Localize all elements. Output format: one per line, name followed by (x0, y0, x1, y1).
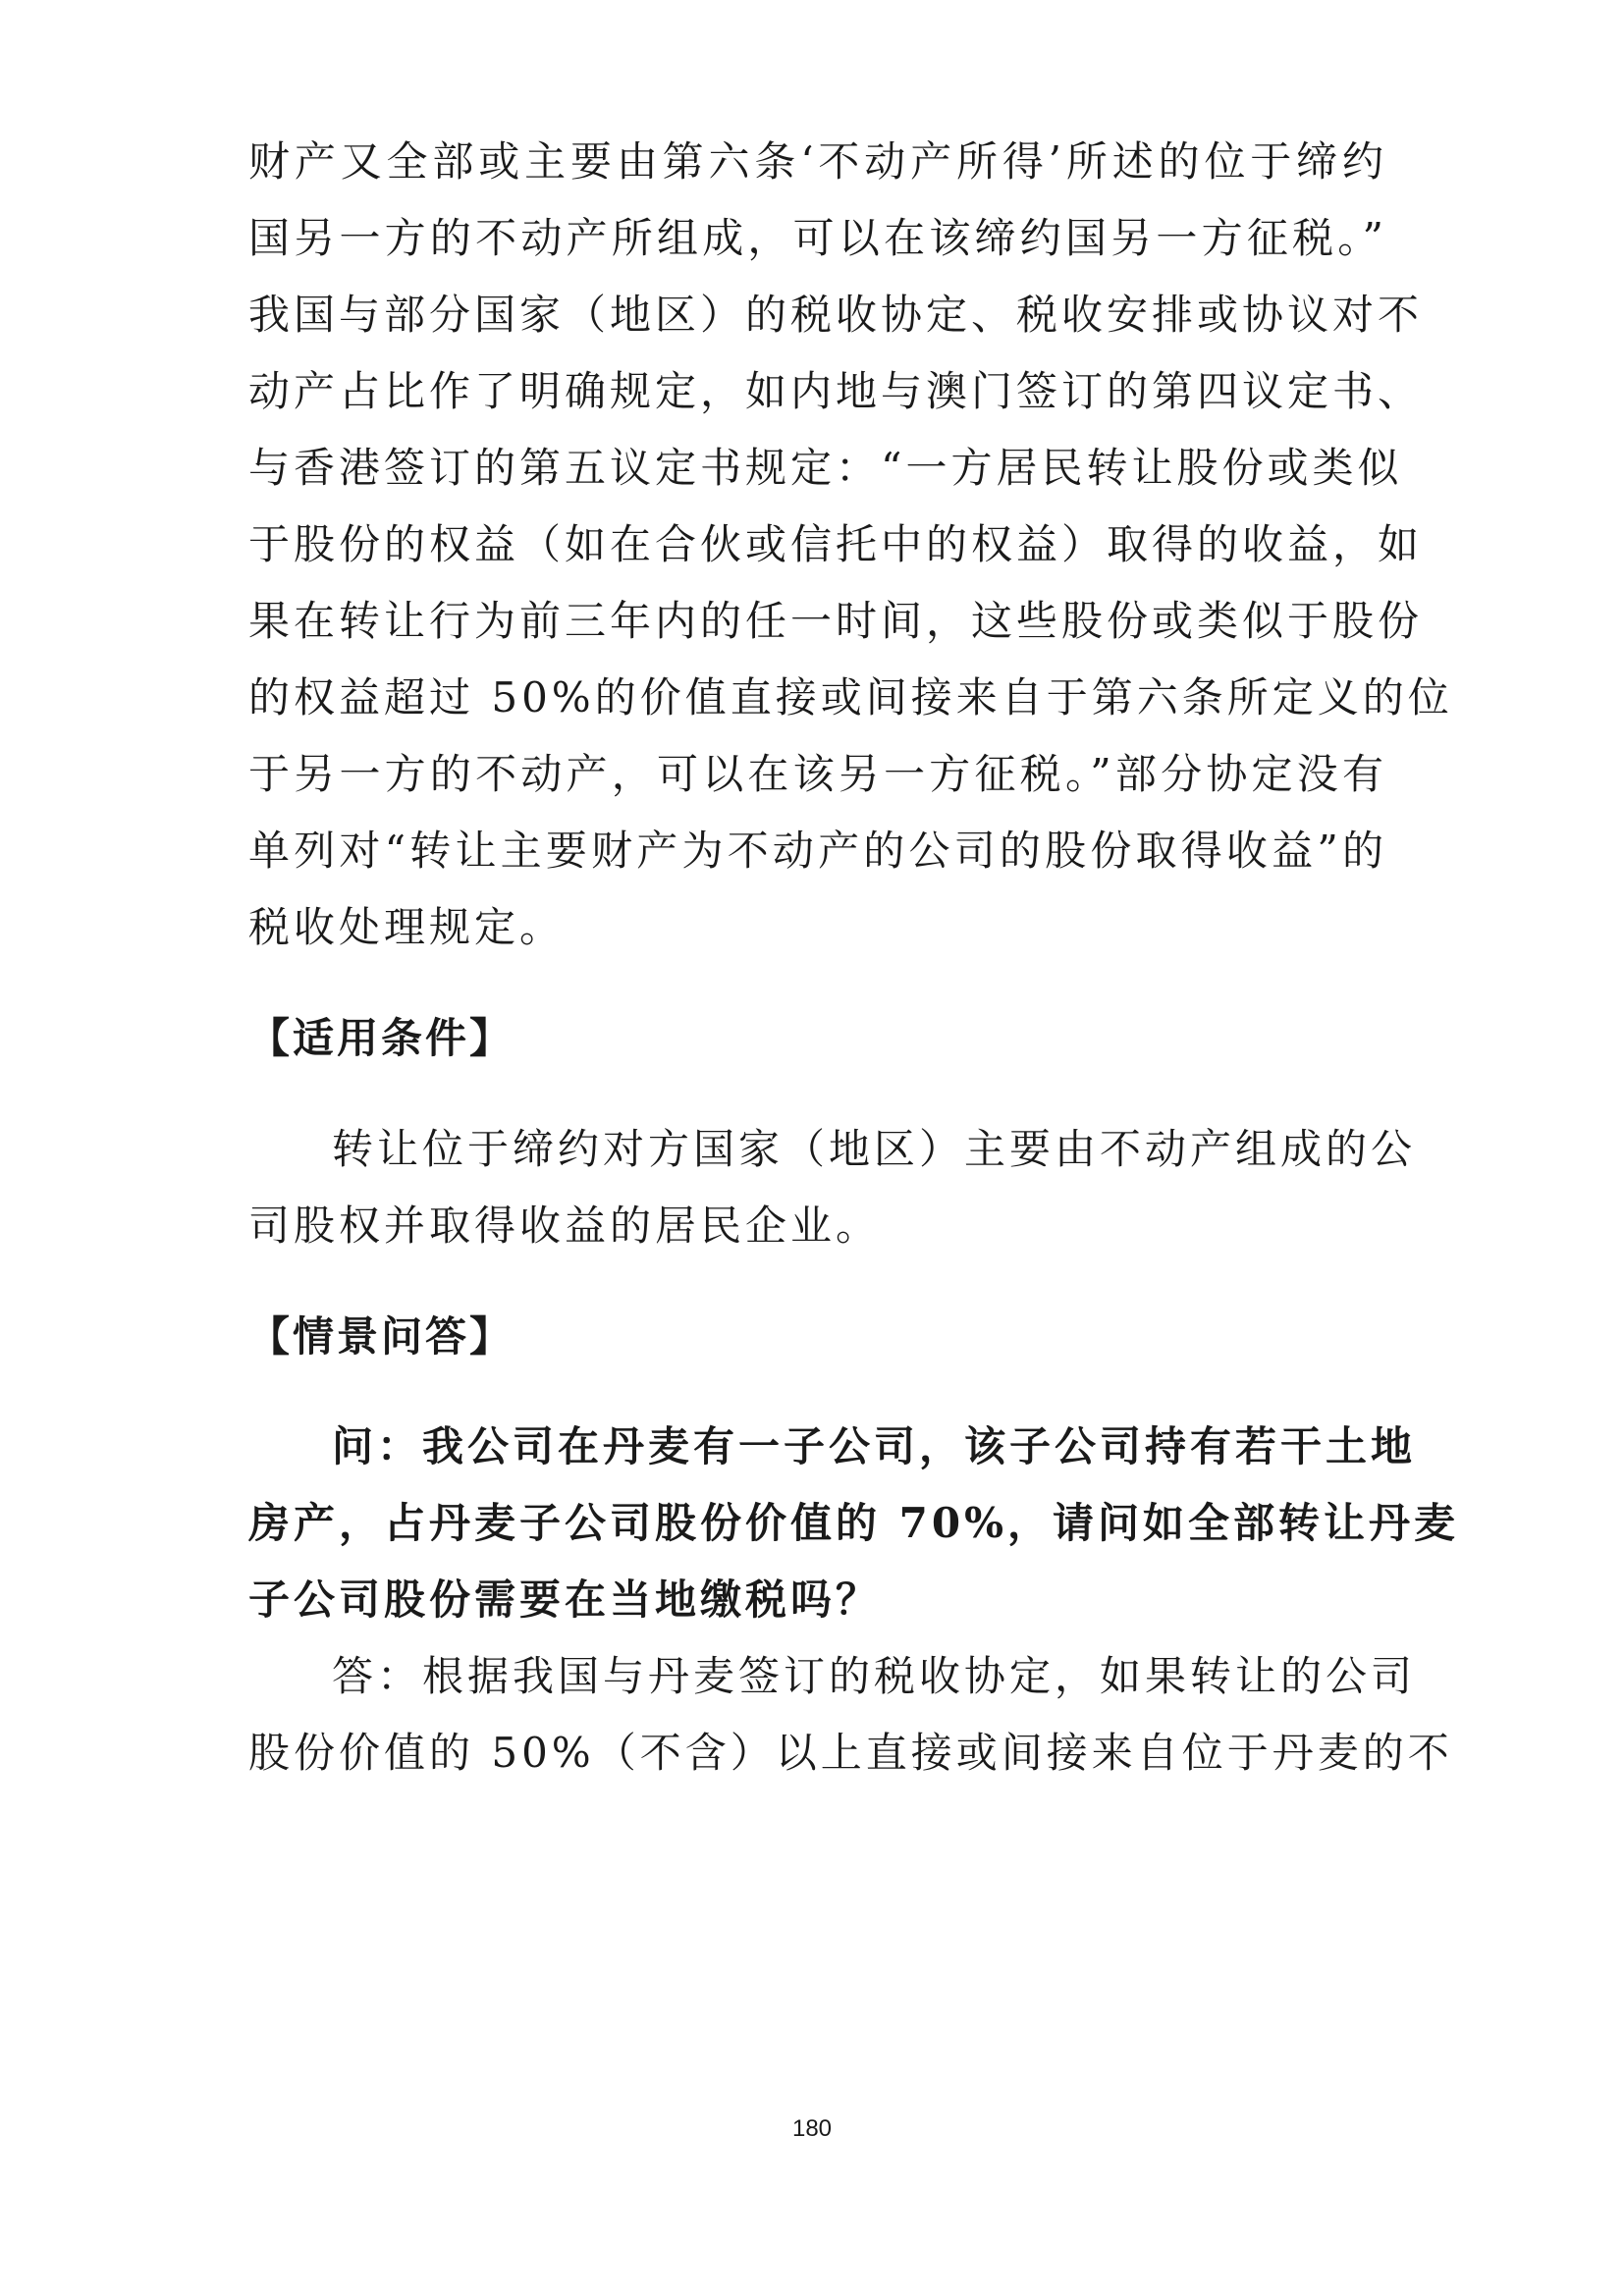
answer-text-line: 答：根据我国与丹麦签订的税收协定，如果转让的公司 (332, 1652, 1417, 1700)
question-text-line: 子公司股份需要在当地缴税吗？ (248, 1575, 882, 1624)
body-text-line: 财产又全部或主要由第六条‘不动产所得’所述的位于缔约 (248, 137, 1387, 186)
body-text-line: 司股权并取得收益的居民企业。 (248, 1201, 882, 1250)
body-text-line: 国另一方的不动产所组成，可以在该缔约国另一方征税。” (248, 214, 1387, 262)
section-heading-conditions: 【适用条件】 (248, 1014, 514, 1062)
body-text-line: 转让位于缔约对方国家（地区）主要由不动产组成的公 (332, 1125, 1417, 1173)
body-text-line: 我国与部分国家（地区）的税收协定、税收安排或协议对不 (248, 291, 1424, 339)
body-text-line: 于股份的权益（如在合伙或信托中的权益）取得的收益，如 (248, 520, 1424, 568)
answer-text-line: 股份价值的 50%（不含）以上直接或间接来自位于丹麦的不 (248, 1729, 1453, 1777)
body-text-line: 与香港签订的第五议定书规定：“一方居民转让股份或类似 (248, 444, 1403, 492)
question-text-line: 房产，占丹麦子公司股份价值的 70%，请问如全部转让丹麦 (248, 1499, 1459, 1547)
page-number: 180 (791, 2115, 833, 2142)
body-text-line: 果在转让行为前三年内的任一时间，这些股份或类似于股份 (248, 597, 1424, 645)
body-text-line: 动产占比作了明确规定，如内地与澳门签订的第四议定书、 (248, 367, 1424, 415)
body-text-line: 的权益超过 50%的价值直接或间接来自于第六条所定义的位 (248, 673, 1453, 721)
section-heading-qa: 【情景问答】 (248, 1312, 514, 1361)
body-text-line: 单列对“转让主要财产为不动产的公司的股份取得收益”的 (248, 827, 1387, 875)
question-text-line: 问：我公司在丹麦有一子公司，该子公司持有若干土地 (332, 1422, 1417, 1470)
body-text-line: 于另一方的不动产，可以在该另一方征税。”部分协定没有 (248, 750, 1387, 798)
body-text-line: 税收处理规定。 (248, 903, 566, 951)
